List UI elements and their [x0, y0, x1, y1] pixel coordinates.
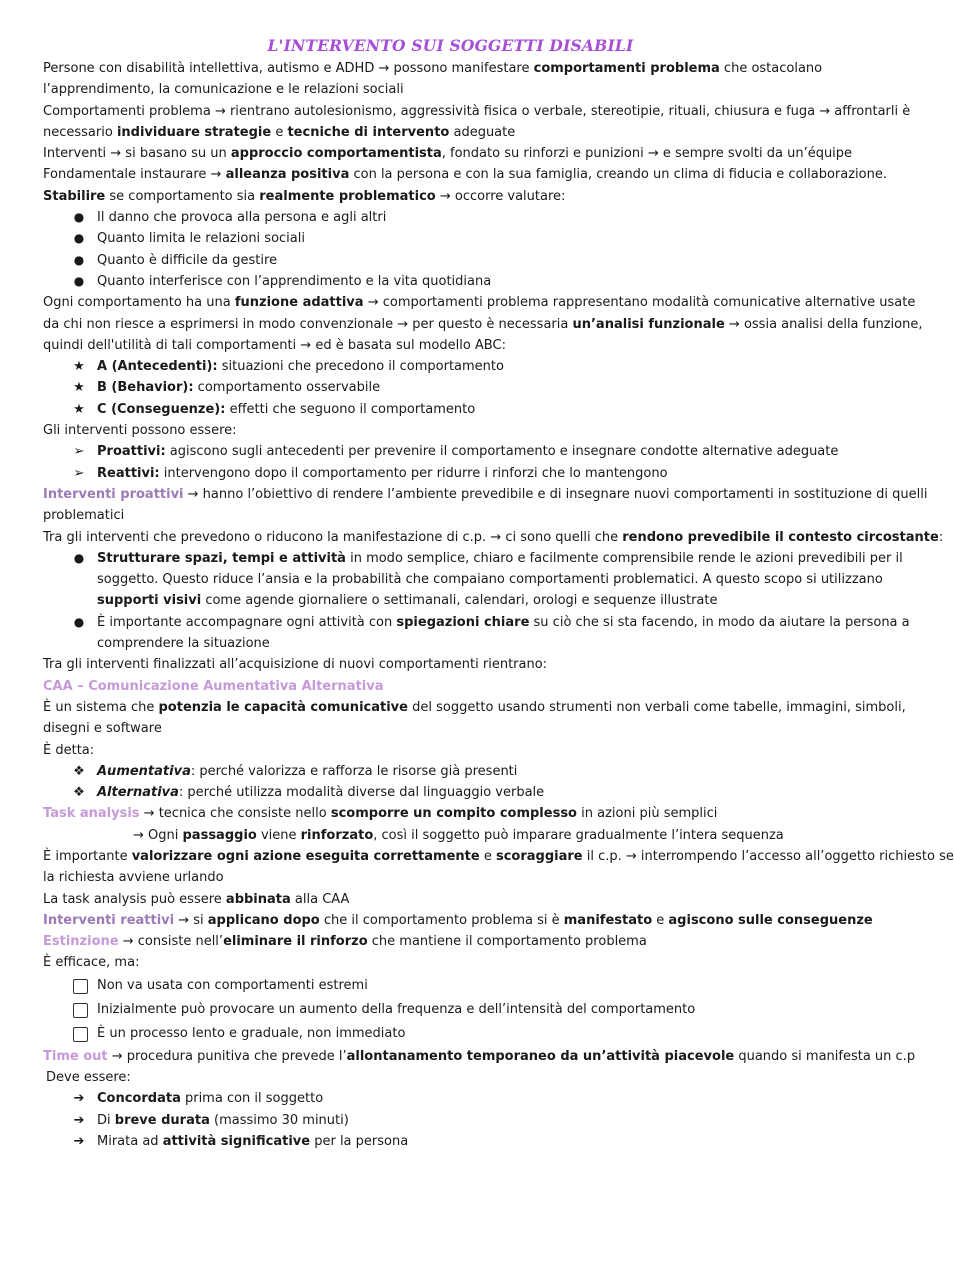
paragraph: la richiesta avviene urlando [43, 870, 224, 886]
paragraph: È detta: [43, 742, 95, 758]
paragraph [43, 697, 906, 718]
text: alla CAA [290, 891, 350, 907]
list-item-text: Il danno che provoca alla persona e agli altri [97, 210, 387, 226]
text: necessario [43, 124, 117, 140]
checkbox-icon[interactable] [73, 1003, 88, 1018]
section-heading: CAA – Comunicazione Aumentativa Alternativa [43, 678, 384, 694]
text-bold: applicano dopo [207, 912, 320, 928]
arrowhead-icon: ➢ [73, 444, 85, 460]
text-bold-italic: Alternativa [97, 785, 179, 801]
text: che mantiene il comportamento problema [367, 934, 647, 950]
text: con la persona e con la sua famiglia, creando un clima di fiducia e collaborazione. [349, 167, 887, 183]
text-bold: funzione adattiva [234, 295, 364, 311]
list-item-text: Quanto interferisce con l’apprendimento e la vita quotidiana [97, 273, 492, 289]
list-item-text: Quanto limita le relazioni sociali [97, 231, 305, 247]
text: da chi non riesce a esprimersi in modo convenzionale → per questo è necessaria [43, 316, 573, 332]
text-bold: scomporre un compito complesso [330, 806, 577, 822]
diamond-icon: ❖ [73, 785, 85, 801]
list-item-line [97, 612, 910, 633]
paragraph [43, 803, 858, 824]
text: che il comportamento problema si è [319, 912, 564, 928]
text: Mirata ad [97, 1133, 163, 1149]
checklist-item [43, 974, 858, 998]
text: → comportamenti problema rappresentano modalità comunicative alternative usate [363, 295, 916, 311]
paragraph: Gli interventi possono essere: [43, 423, 237, 439]
text: , così il soggetto può imparare gradualmente l’intera sequenza [373, 827, 784, 843]
text-bold: spiegazioni chiare [396, 614, 530, 630]
list-item [43, 1110, 858, 1131]
section-keyword: Interventi reattivi [43, 912, 175, 928]
paragraph [43, 846, 954, 867]
document-title: L'INTERVENTO SUI SOGGETTI DISABILI [267, 36, 634, 55]
bullet-icon: ● [73, 210, 85, 225]
text-bold: un’analisi funzionale [572, 316, 725, 332]
paragraph [43, 101, 911, 122]
paragraph [43, 143, 858, 164]
paragraph: quindi dell'utilità di tali comportamenti → ed è basata sul modello ABC: [43, 337, 506, 353]
text: Comportamenti problema → rientrano autolesionismo, aggressività fisica o verbale, stereotipie, rituali, chiusura e fuga → affrontarli è [43, 103, 911, 119]
text: È importante [43, 848, 132, 864]
paragraph: Tra gli interventi finalizzati all’acquisizione di nuovi comportamenti rientrano: [43, 657, 548, 673]
text-bold: B (Behavior): [97, 380, 194, 396]
paragraph [43, 164, 887, 185]
list-item [43, 377, 858, 398]
list-item-line: comprendere la situazione [97, 636, 270, 652]
bullet-icon: ● [73, 252, 85, 267]
paragraph [43, 910, 873, 931]
text: La task analysis può essere [43, 891, 226, 907]
text: quando si manifesta un c.p [734, 1048, 916, 1064]
text-bold: approccio comportamentista [230, 146, 442, 162]
paragraph [43, 122, 858, 143]
list-item-text: Quanto è difficile da gestire [97, 252, 278, 268]
text: in modo semplice, chiaro e facilmente comprensibile rende le azioni prevedibili per il [345, 550, 903, 566]
paragraph [43, 931, 858, 952]
paragraph [43, 825, 858, 846]
text-bold: realmente problematico [259, 188, 436, 204]
diamond-icon: ❖ [73, 763, 85, 779]
checkbox-icon[interactable] [73, 1027, 88, 1042]
text-bold: breve durata [114, 1112, 210, 1128]
text: → si [174, 912, 208, 928]
text: in azioni più semplici [577, 806, 718, 822]
checklist-text: Non va usata con comportamenti estremi [97, 977, 368, 993]
arrowhead-icon: ➢ [73, 465, 85, 481]
text: situazioni che precedono il comportamento [217, 359, 504, 375]
paragraph: Deve essere: [46, 1070, 131, 1086]
text-bold: tecniche di intervento [287, 124, 450, 140]
text-bold: supporti visivi [97, 593, 202, 609]
text: Tra gli interventi che prevedono o riducono la manifestazione di c.p. → ci sono quelli che [43, 529, 623, 545]
text: Fondamentale instaurare → [43, 167, 226, 183]
text: Di [97, 1112, 115, 1128]
text: , fondato su rinforzi e punizioni → e sempre svolti da un’équipe [441, 146, 853, 162]
checkbox-icon[interactable] [73, 979, 88, 994]
text-bold: valorizzare ogni azione eseguita correttamente [131, 848, 480, 864]
text-bold: Proattivi: [97, 444, 166, 460]
list-item [43, 271, 858, 292]
section-keyword: Estinzione [43, 934, 119, 950]
text: effetti che seguono il comportamento [225, 401, 476, 417]
list-item [43, 463, 858, 484]
text: e [652, 912, 669, 928]
list-item-line [97, 590, 858, 611]
bold-arrow-icon: ➔ [73, 1112, 85, 1128]
text: adeguate [449, 124, 516, 140]
text: comportamento osservabile [193, 380, 381, 396]
paragraph [43, 292, 916, 313]
text-bold: A (Antecedenti): [97, 359, 218, 375]
text: → hanno l’obiettivo di rendere l’ambiente prevedibile e di insegnare nuovi comportamenti in sostituzione di quelli [183, 486, 928, 502]
checklist-text: È un processo lento e graduale, non immediato [97, 1025, 406, 1041]
text: intervengono dopo il comportamento per ridurre i rinforzi che lo mantengono [159, 465, 668, 481]
list-item [43, 207, 858, 228]
text-bold: agiscono sulle conseguenze [668, 912, 873, 928]
text: → procedura punitiva che prevede l’ [107, 1048, 347, 1064]
bold-arrow-icon: ➔ [73, 1091, 85, 1107]
paragraph [43, 58, 858, 79]
list-item [43, 761, 858, 782]
text-bold-italic: Aumentativa [97, 763, 191, 779]
text: : perché valorizza e rafforza le risorse già presenti [190, 763, 518, 779]
bullet-icon: ● [73, 550, 85, 565]
text-bold: rendono prevedibile il contesto circostante [622, 529, 939, 545]
paragraph [43, 1046, 916, 1067]
text: viene [256, 827, 301, 843]
text: : perché utilizza modalità diverse dal linguaggio verbale [178, 785, 545, 801]
text: se comportamento sia [105, 188, 260, 204]
text: (massimo 30 minuti) [209, 1112, 349, 1128]
section-keyword: Time out [43, 1048, 108, 1064]
text-bold: Concordata [97, 1091, 181, 1107]
text: che ostacolano [719, 61, 823, 76]
text: → occorre valutare: [435, 188, 566, 204]
paragraph: disegni e software [43, 721, 162, 737]
text: per la persona [310, 1133, 409, 1149]
list-item [43, 782, 858, 803]
list-item [43, 1131, 858, 1152]
star-icon: ★ [73, 359, 85, 375]
text-bold: allontanamento temporaneo da un’attività piacevole [346, 1048, 735, 1064]
text: Ogni comportamento ha una [43, 295, 235, 311]
text: prima con il soggetto [180, 1091, 324, 1107]
text: del soggetto usando strumenti non verbali come tabelle, immagini, simboli, [407, 699, 906, 715]
text-bold: individuare strategie [116, 124, 272, 140]
text-bold: Stabilire [43, 188, 106, 204]
section-keyword: Task analysis [43, 806, 140, 822]
paragraph: problematici [43, 508, 125, 524]
list-item [43, 612, 910, 655]
bullet-icon: ● [73, 273, 85, 288]
text: e [479, 848, 496, 864]
list-item [43, 548, 903, 612]
text-bold: passaggio [182, 827, 257, 843]
paragraph: È efficace, ma: [43, 955, 140, 971]
paragraph [43, 186, 858, 207]
text: È importante accompagnare ogni attività con [97, 614, 397, 630]
text: : [938, 529, 944, 545]
list-item [43, 228, 858, 249]
text-bold: comportamenti problema [533, 61, 720, 76]
star-icon: ★ [73, 380, 85, 396]
text-bold: rinforzato [300, 827, 374, 843]
star-icon: ★ [73, 401, 85, 417]
paragraph: l’apprendimento, la comunicazione e le relazioni sociali [43, 82, 404, 98]
list-item [43, 441, 858, 462]
text-bold: abbinata [225, 891, 291, 907]
text-bold: manifestato [563, 912, 653, 928]
text: come agende giornaliere o settimanali, calendari, orologi e sequenze illustrate [201, 593, 718, 609]
text: il c.p. → interrompendo l’accesso all’oggetto richiesto se [582, 848, 954, 864]
text: → Ogni [133, 827, 183, 843]
checklist-text: Inizialmente può provocare un aumento della frequenza e dell’intensità del comportamento [97, 1001, 696, 1017]
document-page [43, 36, 954, 1152]
text: e [271, 124, 288, 140]
section-keyword: Interventi proattivi [43, 486, 184, 502]
text: → tecnica che consiste nello [139, 806, 331, 822]
text: Persone con disabilità intellettiva, autismo e ADHD → possono manifestare [43, 61, 534, 76]
list-item [43, 356, 858, 377]
bullet-icon: ● [73, 614, 85, 629]
text: È un sistema che [43, 699, 159, 715]
text-bold: Reattivi: [97, 465, 160, 481]
paragraph [43, 889, 858, 910]
paragraph [43, 484, 928, 505]
text-bold: scoraggiare [495, 848, 583, 864]
text: → consiste nell’ [118, 934, 224, 950]
paragraph [43, 527, 944, 548]
text-bold: attività significative [162, 1133, 311, 1149]
text-bold: potenzia le capacità comunicative [158, 699, 408, 715]
text-bold: C (Conseguenze): [97, 401, 226, 417]
list-item [43, 399, 858, 420]
text: → ossia analisi della funzione, [724, 316, 923, 332]
checklist-item [43, 998, 858, 1022]
text-bold: eliminare il rinforzo [223, 934, 368, 950]
text: agiscono sugli antecedenti per prevenire il comportamento e insegnare condotte alternative adeguate [165, 444, 839, 460]
checklist-item [43, 1022, 858, 1046]
text-bold: Strutturare spazi, tempi e attività [97, 550, 346, 566]
list-item-line [97, 548, 903, 569]
text: su ciò che si sta facendo, in modo da aiutare la persona a [529, 614, 910, 630]
list-item [43, 250, 858, 271]
list-item [43, 1088, 858, 1109]
paragraph [43, 314, 923, 335]
bullet-icon: ● [73, 231, 85, 246]
list-item-line: soggetto. Questo riduce l’ansia e la probabilità che compaiano comportamenti problematici. A questo scopo si utilizzano [97, 572, 883, 588]
bold-arrow-icon: ➔ [73, 1133, 85, 1149]
text: Interventi → si basano su un [43, 146, 231, 162]
text-bold: alleanza positiva [225, 167, 350, 183]
